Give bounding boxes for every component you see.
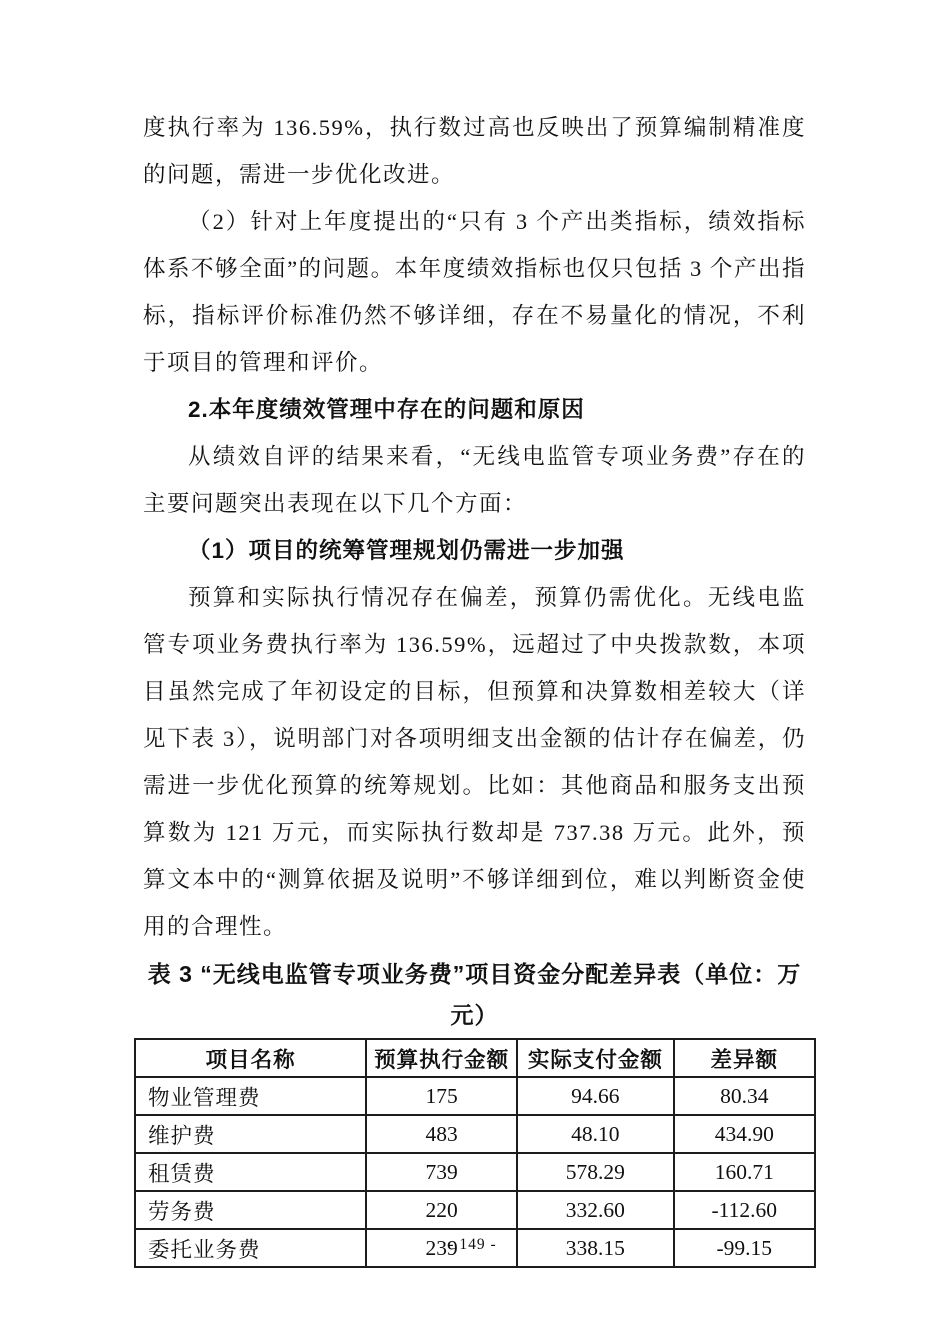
paragraph-detail: 预算和实际执行情况存在偏差，预算仍需优化。无线电监管专项业务费执行率为 136.59%，远超过了中央拨款数，本项目虽然完成了年初设定的目标，但预算和决算数相差较大（详见下表 3），说明部门对各项明细支出金额的估计存在偏差，仍需进一步优化预算的统筹规划。比如：其他商品和服务支出预算数为 121 万元，而实际执行数却是 737.38 万元。此外，预算文本中的“测算依据及说明”不够详细到位，难以判断资金使用的合理性。 xyxy=(143,585,806,939)
column-header-cell: 实际支付金额 xyxy=(517,1039,673,1077)
value-cell: -99.15 xyxy=(674,1229,815,1267)
value-cell: 220 xyxy=(366,1191,517,1229)
value-cell: 239 xyxy=(366,1229,517,1267)
column-header-cell: 项目名称 xyxy=(135,1039,366,1077)
value-cell: -112.60 xyxy=(674,1191,815,1229)
row-label-cell: 物业管理费 xyxy=(135,1077,366,1115)
row-label-cell: 劳务费 xyxy=(135,1191,366,1229)
value-cell: 483 xyxy=(366,1115,517,1153)
page-number: - 149 - xyxy=(448,1236,497,1253)
value-cell: 94.66 xyxy=(517,1077,673,1115)
value-cell: 434.90 xyxy=(674,1115,815,1153)
table-row xyxy=(135,1191,815,1229)
row-label-cell: 委托业务费 xyxy=(135,1229,366,1267)
paragraph-intro: 从绩效自评的结果来看，“无线电监管专项业务费”存在的主要问题突出表现在以下几个方面： xyxy=(143,444,806,516)
row-label-cell: 租赁费 xyxy=(135,1153,366,1191)
value-cell: 578.29 xyxy=(517,1153,673,1191)
value-cell: 338.15 xyxy=(517,1229,673,1267)
table-row xyxy=(135,1153,815,1191)
value-cell: 48.10 xyxy=(517,1115,673,1153)
table-3-fund-allocation-differences xyxy=(134,1038,816,1268)
table-header-row xyxy=(135,1039,815,1077)
paragraph-continuation: 度执行率为 136.59%，执行数过高也反映出了预算编制精准度的问题，需进一步优化改进。 xyxy=(143,115,806,187)
row-label-cell: 维护费 xyxy=(135,1115,366,1153)
page-content xyxy=(143,104,806,1268)
value-cell: 332.60 xyxy=(517,1191,673,1229)
section-heading-2: 2.本年度绩效管理中存在的问题和原因 xyxy=(188,397,585,422)
table-3-caption: 表 3 “无线电监管专项业务费”项目资金分配差异表（单位：万元） xyxy=(147,961,802,1028)
column-header-cell: 差异额 xyxy=(674,1039,815,1077)
value-cell: 80.34 xyxy=(674,1077,815,1115)
value-cell: 739 xyxy=(366,1153,517,1191)
value-cell: 160.71 xyxy=(674,1153,815,1191)
column-header-cell: 预算执行金额 xyxy=(366,1039,517,1077)
section-heading-point-1: （1）项目的统筹管理规划仍需进一步加强 xyxy=(188,538,625,563)
paragraph-point-2: （2）针对上年度提出的“只有 3 个产出类指标，绩效指标体系不够全面”的问题。本年度绩效指标也仅只包括 3 个产出指标，指标评价标准仍然不够详细，存在不易量化的情况，不利于项目的管理和评价。 xyxy=(143,209,806,375)
table-row xyxy=(135,1077,815,1115)
table-header xyxy=(135,1039,815,1077)
table-row xyxy=(135,1115,815,1153)
value-cell: 175 xyxy=(366,1077,517,1115)
